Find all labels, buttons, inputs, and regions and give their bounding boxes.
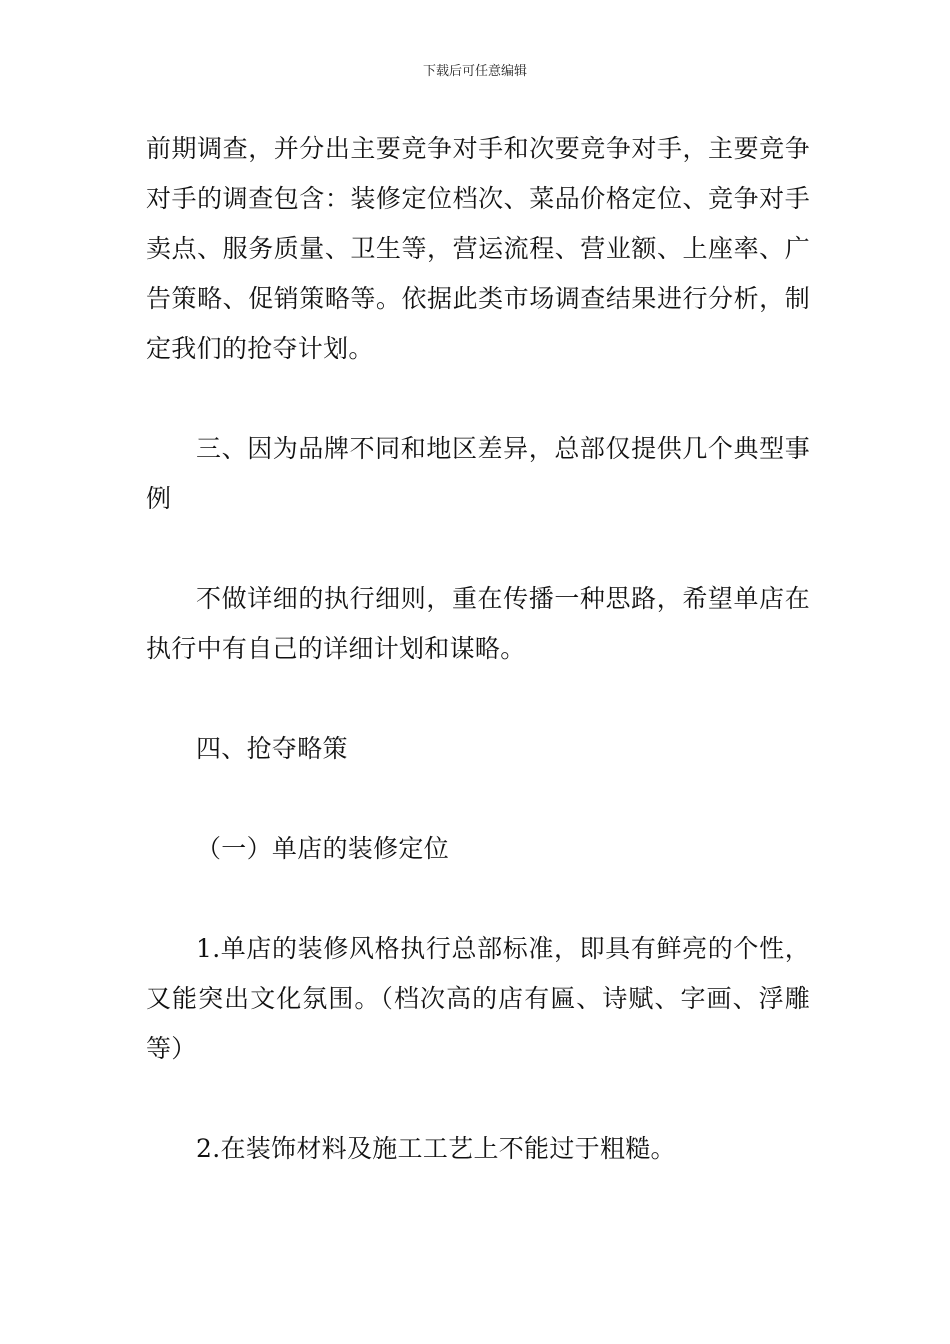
paragraph-item-one: 1.单店的装修风格执行总部标准，即具有鲜亮的个性，又能突出文化氛围。（档次高的店有匾、诗赋、字画、浮雕等）	[146, 934, 810, 1063]
heading-section-three: 三、因为品牌不同和地区差异，总部仅提供几个典型事例	[146, 434, 810, 513]
heading-section-four: 四、抢夺略策	[196, 734, 348, 763]
heading-subsection-one: （一）单店的装修定位	[196, 834, 450, 863]
paragraph-item-two: 2.在装饰材料及施工工艺上不能过于粗糙。	[196, 1134, 676, 1163]
document-body	[146, 124, 810, 1174]
paragraph-market-survey: 前期调查，并分出主要竞争对手和次要竞争对手，主要竞争对手的调查包含：装修定位档次、菜品价格定位、竞争对手卖点、服务质量、卫生等，营运流程、营业额、上座率、广告策略、促销策略等。依据此类市场调查结果进行分析，制定我们的抢夺计划。	[146, 134, 810, 363]
page-header: 下载后可任意编辑	[422, 64, 527, 79]
paragraph-no-detailed-rules: 不做详细的执行细则，重在传播一种思路，希望单店在执行中有自己的详细计划和谋略。	[146, 584, 810, 663]
